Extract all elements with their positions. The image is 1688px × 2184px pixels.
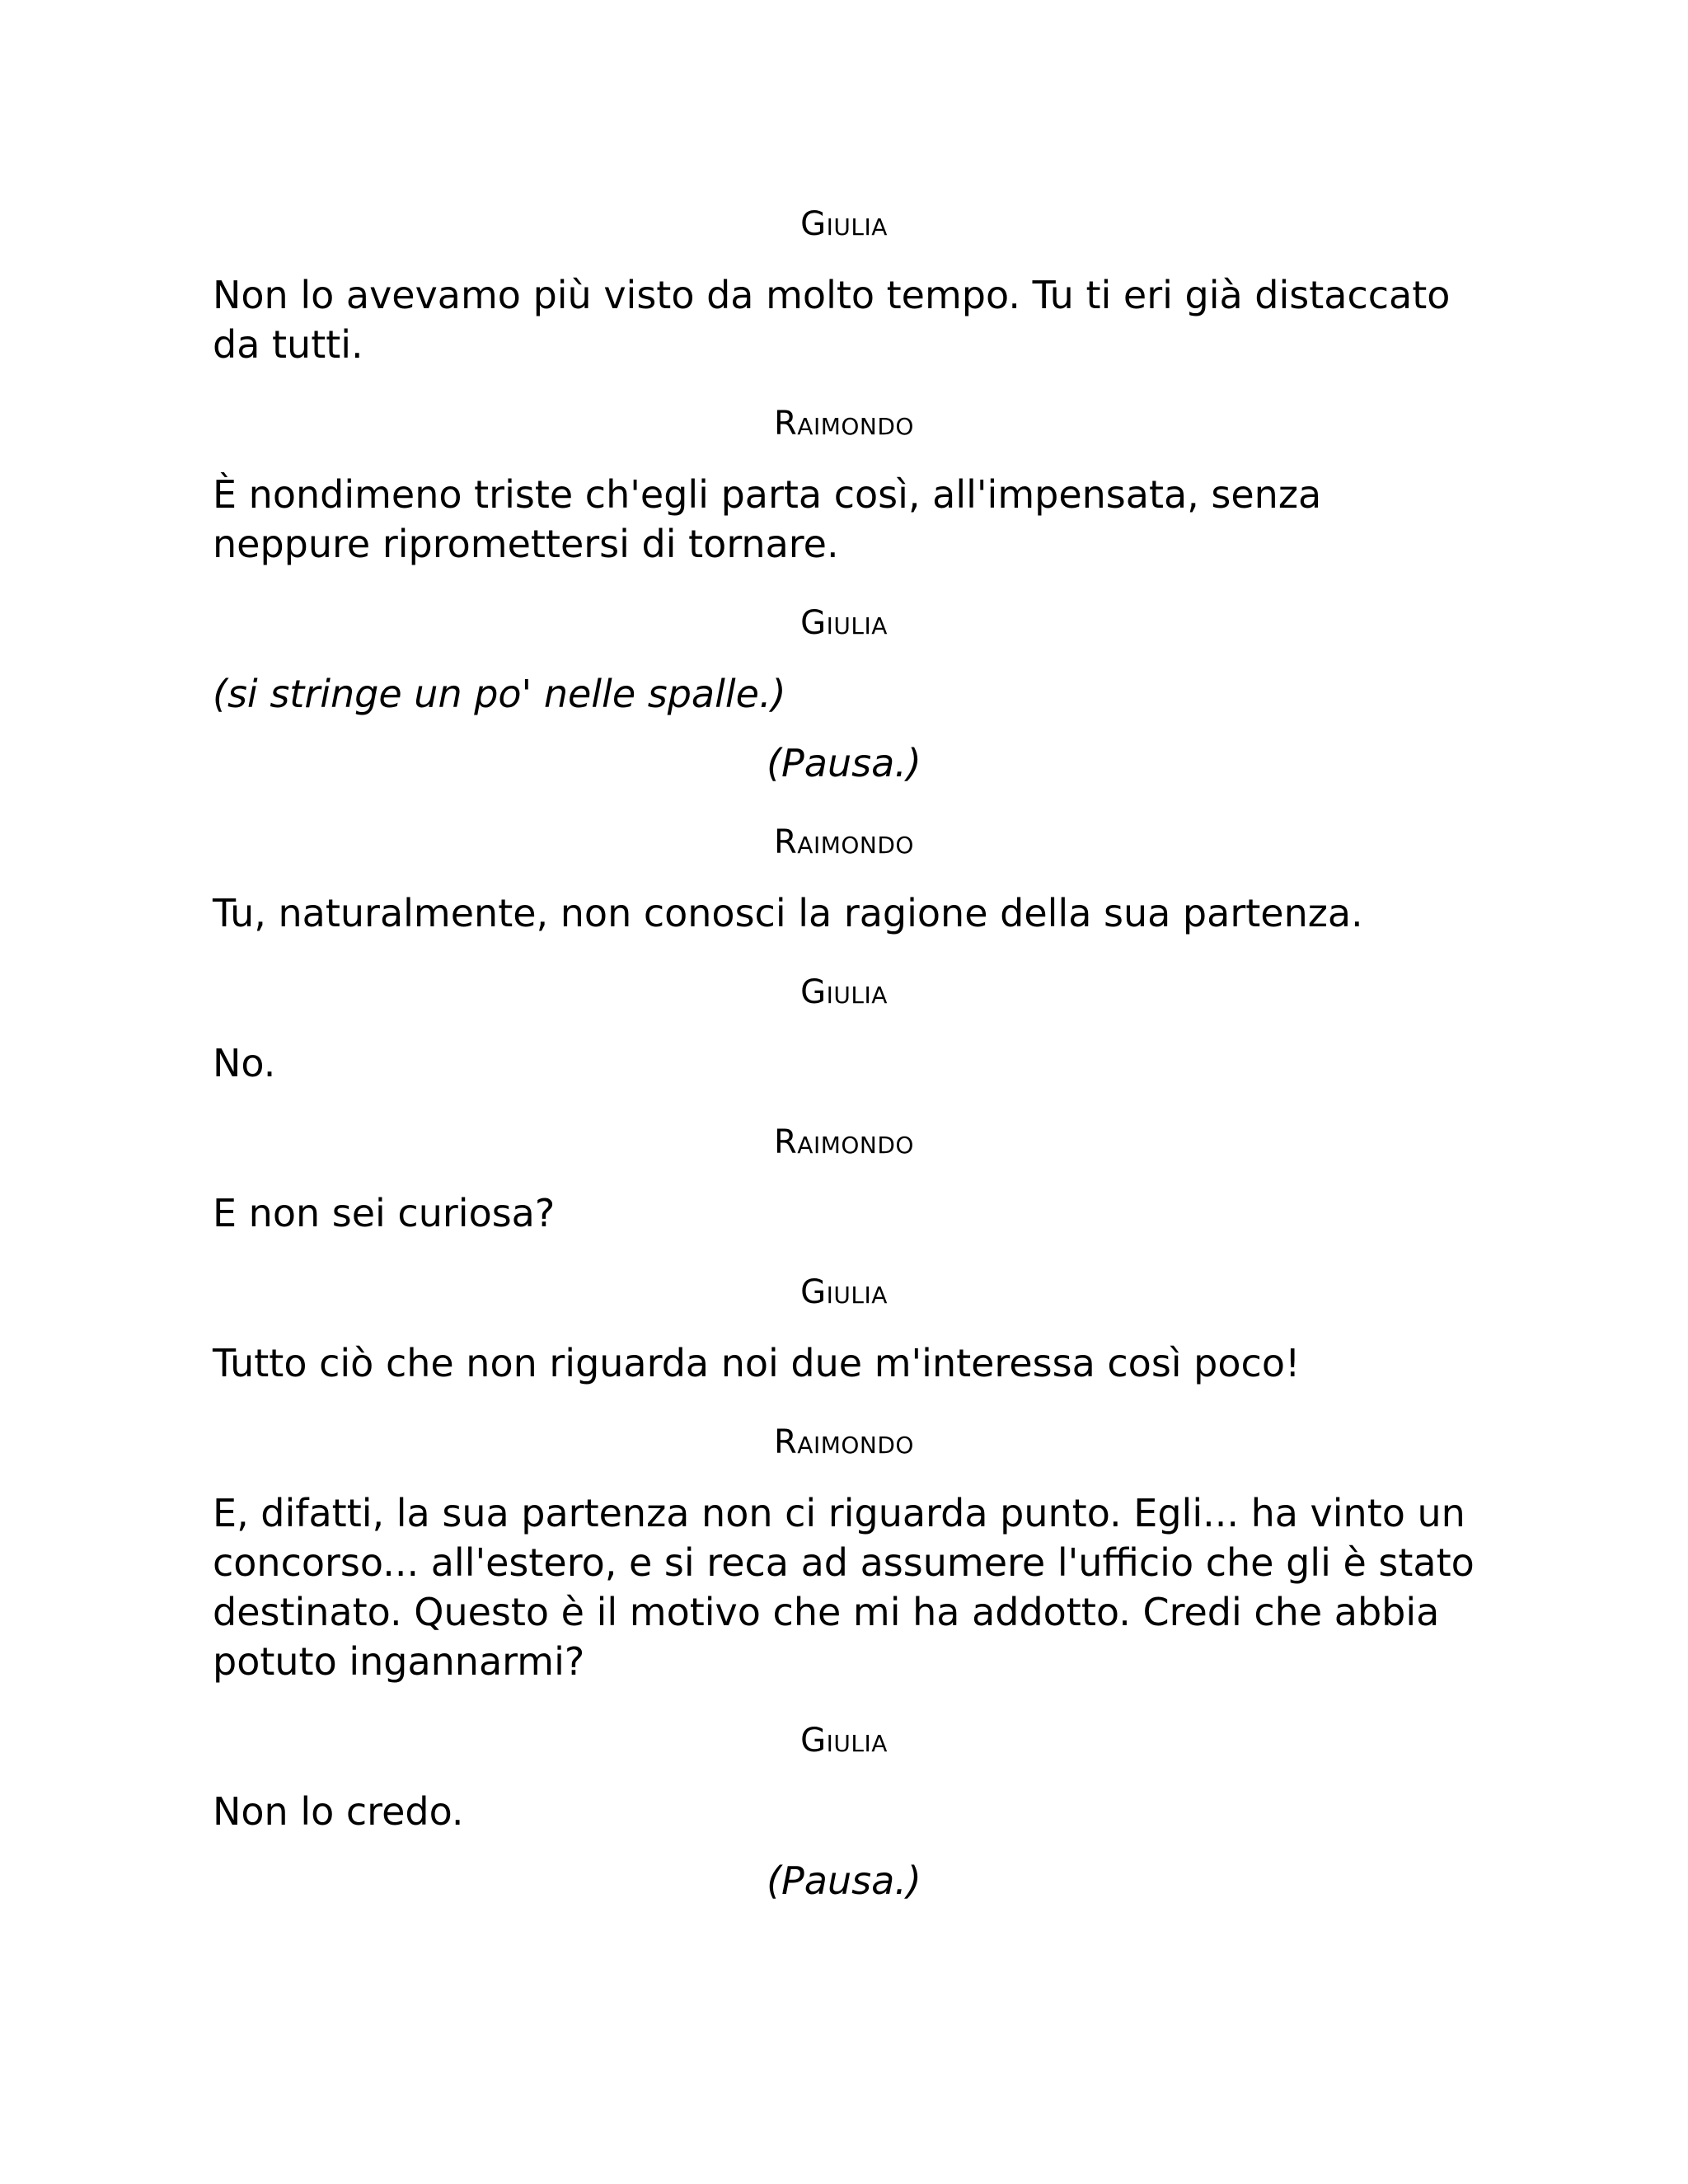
dialogue-line: E non sei curiosa? bbox=[213, 1191, 556, 1235]
speaker-name: Raimondo bbox=[774, 1123, 914, 1161]
speaker-name: Giulia bbox=[800, 1722, 888, 1760]
dialogue-line: Tu, naturalmente, non conosci la ragione della sua partenza. bbox=[213, 891, 1363, 935]
speaker-name: Giulia bbox=[800, 205, 888, 243]
stage-direction: (si stringe un po' nelle spalle.) bbox=[213, 672, 786, 716]
dialogue-line: Non lo credo. bbox=[213, 1789, 464, 1834]
speaker-name: Raimondo bbox=[774, 1423, 914, 1461]
speaker-name: Raimondo bbox=[774, 405, 914, 443]
stage-direction: (Pausa.) bbox=[767, 741, 921, 785]
dialogue-line: Non lo avevamo più visto da molto tempo. Tu ti eri già distaccato da tutti. bbox=[213, 273, 1451, 367]
stage-direction: (Pausa.) bbox=[767, 1858, 921, 1903]
dialogue-line: Tutto ciò che non riguarda noi due m'interessa così poco! bbox=[213, 1341, 1301, 1385]
dialogue-line: E, difatti, la sua partenza non ci riguarda punto. Egli... ha vinto un concorso... all'estero, e si reca ad assumere l'ufficio che gli è stato destinato. Questo è il motivo che mi ha addotto. Credi che abbia potuto ingannarmi? bbox=[213, 1491, 1475, 1684]
speaker-name: Giulia bbox=[800, 973, 888, 1011]
dialogue-line: È nondimeno triste ch'egli parta così, all'impensata, senza neppure ripromettersi di tornare. bbox=[213, 472, 1322, 566]
speaker-name: Giulia bbox=[800, 604, 888, 642]
speaker-name: Giulia bbox=[800, 1273, 888, 1311]
speaker-name: Raimondo bbox=[774, 823, 914, 861]
dialogue-line: No. bbox=[213, 1041, 276, 1085]
